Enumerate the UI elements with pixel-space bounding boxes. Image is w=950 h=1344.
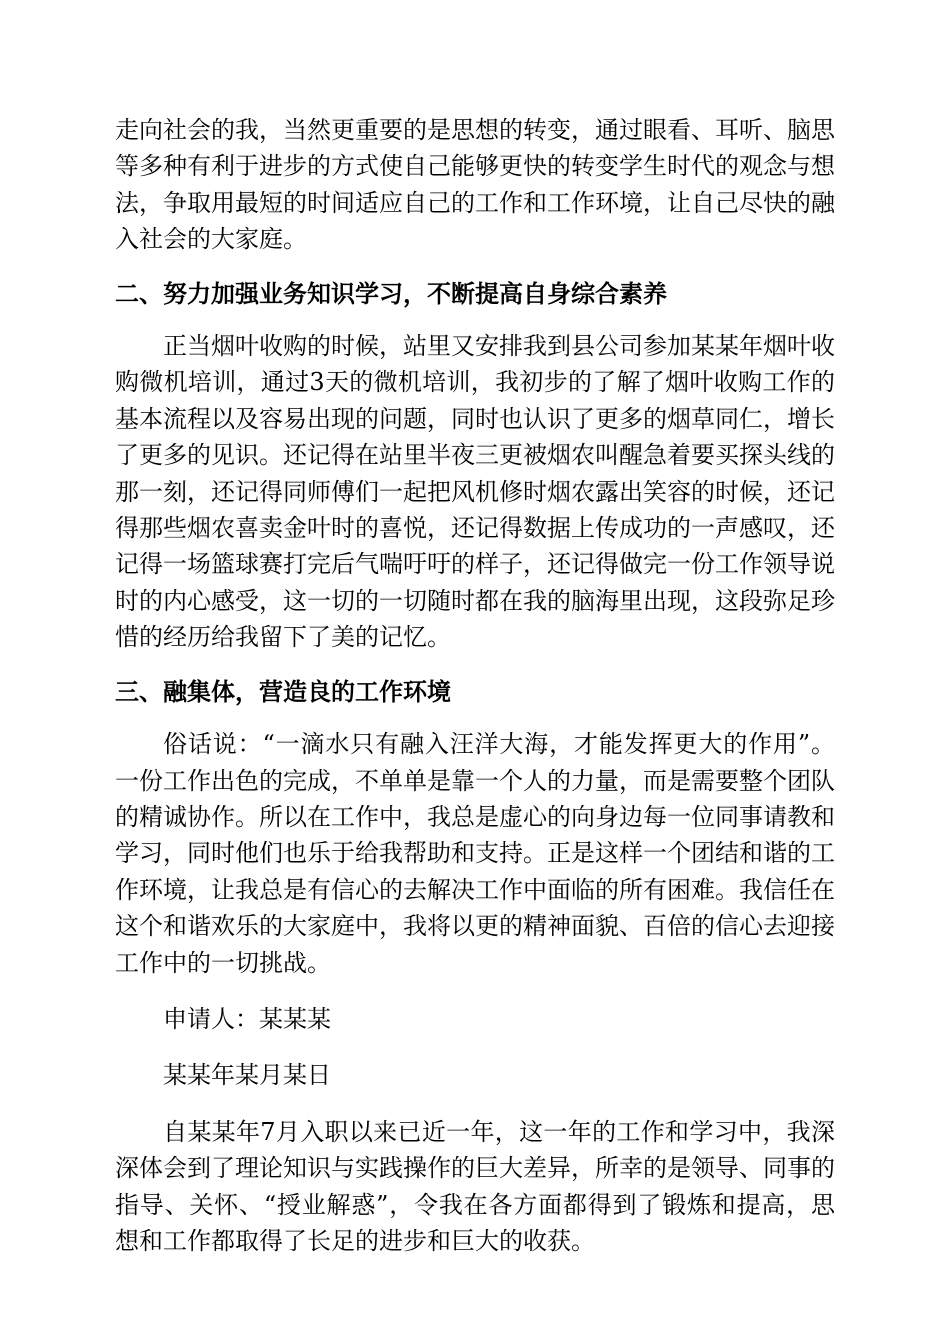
section-heading-2: 二、努力加强业务知识学习，不断提高自身综合素养 [115,279,667,308]
paragraph-social-transition: 走向社会的我，当然更重要的是思想的转变，通过眼看、耳听、脑思等多种有利于进步的方式使自己能够更快的转变学生时代的观念与想法，争取用最短的时间适应自己的工作和工作环境，让自己尽快的融入社会的大家庭。 [115,116,835,254]
applicant-line: 申请人：某某某 [163,1004,331,1033]
paragraph-tobacco-training: 正当烟叶收购的时候，站里又安排我到县公司参加某某年烟叶收购微机培训，通过3天的微机培训，我初步的了解了烟叶收购工作的基本流程以及容易出现的问题，同时也认识了更多的烟草同仁，增长了更多的见识。还记得在站里半夜三更被烟农叫醒急着要买探头线的那一刻，还记得同师傅们一起把风机修时烟农露出笑容的时候，还记得那些烟农喜卖金叶时的喜悦，还记得数据上传成功的一声感叹，还记得一场篮球赛打完后气喘吁吁的样子，还记得做完一份工作领导说时的内心感受，这一切的一切随时都在我的脑海里出现，这段弥足珍惜的经历给我留下了美的记忆。 [115,332,835,652]
section-heading-3: 三、融集体，营造良的工作环境 [115,677,451,706]
paragraph-one-year-summary: 自某某年7月入职以来已近一年，这一年的工作和学习中，我深深体会到了理论知识与实践操作的巨大差异，所幸的是领导、同事的指导、关怀、“授业解惑”，令我在各方面都得到了锻炼和提高，思想和工作都取得了长足的进步和巨大的收获。 [115,1117,835,1255]
document-page [115,112,835,1259]
date-line: 某某年某月某日 [163,1061,331,1090]
paragraph-teamwork: 俗话说：“一滴水只有融入汪洋大海，才能发挥更大的作用”。一份工作出色的完成，不单单是靠一个人的力量，而是需要整个团队的精诚协作。所以在工作中，我总是虚心的向身边每一位同事请教和学习，同时他们也乐于给我帮助和支持。正是这样一个团结和谐的工作环境，让我总是有信心的去解决工作中面临的所有困难。我信任在这个和谐欢乐的大家庭中，我将以更的精神面貌、百倍的信心去迎接工作中的一切挑战。 [115,730,835,977]
